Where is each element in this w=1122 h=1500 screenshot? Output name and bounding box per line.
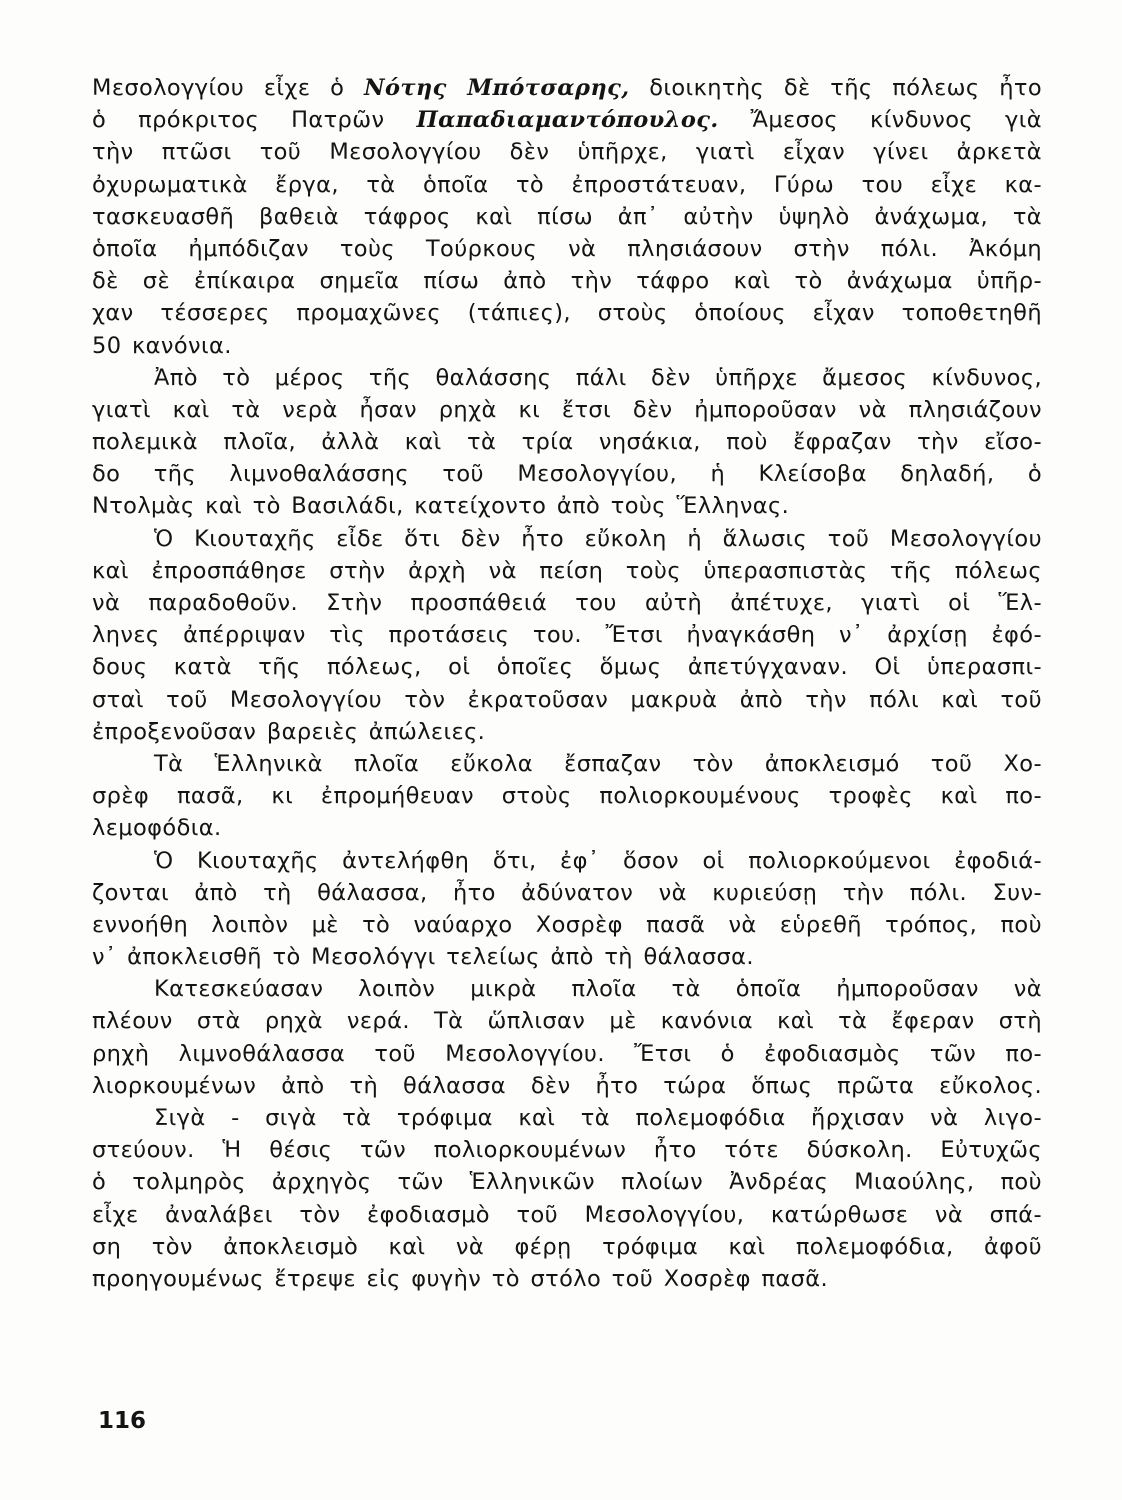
- text-fragment: σταὶ τοῦ Μεσολογγίου τὸν ἐκρατοῦσαν μακρυὰ ἀπὸ τὴν πόλι καὶ τοῦ: [92, 686, 1042, 713]
- text-line: [92, 490, 1042, 522]
- text-fragment: ρηχὴ λιμνοθάλασσα τοῦ Μεσολογγίου. Ἔτσι ὁ ἐφοδιασμὸς τῶν πο-: [92, 1040, 1042, 1067]
- text-fragment: στεύουν. Ἡ θέσις τῶν πολιορκουμένων ἦτο τότε δύσκολη. Εὐτυχῶς: [92, 1137, 1042, 1164]
- text-line: [92, 973, 1042, 1005]
- text-line: [92, 330, 1042, 362]
- text-line: [92, 1134, 1042, 1166]
- text-fragment: ση τὸν ἀποκλεισμὸ καὶ νὰ φέρῃ τρόφιμα καὶ πολεμοφόδια, ἀφοῦ: [92, 1233, 1042, 1260]
- text-line: [92, 297, 1042, 329]
- text-line: [92, 104, 1042, 136]
- text-fragment: δους κατὰ τῆς πόλεως, οἱ ὁποῖες ὅμως ἀπετύγχαναν. Οἱ ὑπερασπι-: [92, 654, 1042, 681]
- text-fragment: ὀχυρωματικὰ ἔργα, τὰ ὁποῖα τὸ ἐπροστάτευαν, Γύρω του εἶχε κα-: [92, 171, 1042, 198]
- body-text: [92, 72, 1042, 1295]
- text-fragment: ζονται ἀπὸ τὴ θάλασσα, ἦτο ἀδύνατον νὰ κυριεύσῃ τὴν πόλι. Συν-: [92, 879, 1042, 906]
- text-line: [92, 265, 1042, 297]
- text-line: [92, 684, 1042, 716]
- text-line: [92, 233, 1042, 265]
- text-line: [92, 619, 1042, 651]
- text-line: [92, 877, 1042, 909]
- text-line: [92, 394, 1042, 426]
- text-line: [92, 651, 1042, 683]
- text-fragment: Ὁ Κιουταχῆς εἶδε ὅτι δὲν ἦτο εὔκολη ἡ ἅλωσις τοῦ Μεσολογγίου: [154, 525, 1042, 552]
- text-fragment: 50 κανόνια.: [92, 332, 232, 359]
- text-fragment: Τὰ Ἑλληνικὰ πλοῖα εὔκολα ἔσπαζαν τὸν ἀποκλεισμό τοῦ Χο-: [154, 750, 1042, 777]
- text-line: [92, 362, 1042, 394]
- text-fragment: Ὁ Κιουταχῆς ἀντελήφθη ὅτι, ἐφ᾽ ὅσον οἱ πολιορκούμενοι ἐφοδιά-: [154, 847, 1042, 874]
- text-line: [92, 201, 1042, 233]
- text-line: [92, 587, 1042, 619]
- text-fragment: καὶ ἐπροσπάθησε στὴν ἀρχὴ νὰ πείση τοὺς ὑπερασπιστὰς τῆς πόλεως: [92, 557, 1042, 584]
- text-line: [92, 1038, 1042, 1070]
- text-fragment: δὲ σὲ ἐπίκαιρα σημεῖα πίσω ἀπὸ τὴν τάφρο καὶ τὸ ἀνάχωμα ὑπῆρ-: [92, 268, 1042, 295]
- text-fragment: ληνες ἀπέρριψαν τὶς προτάσεις του. Ἔτσι ἠναγκάσθη ν᾽ ἀρχίσῃ ἐφό-: [92, 622, 1042, 649]
- text-line: [92, 716, 1042, 748]
- text-fragment: ὁ πρόκριτος Πατρῶν: [92, 107, 417, 134]
- text-line: [92, 1102, 1042, 1134]
- text-fragment: χαν τέσσερες προμαχῶνες (τάπιες), στοὺς ὁποίους εἶχαν τοποθετηθῆ: [92, 300, 1042, 327]
- text-fragment: Ἄμεσος κίνδυνος γιὰ: [718, 107, 1042, 134]
- text-line: [92, 72, 1042, 104]
- text-fragment: διοικητὴς δὲ τῆς πόλεως ἦτο: [629, 75, 1042, 101]
- text-line: [92, 555, 1042, 587]
- text-fragment: Κατεσκεύασαν λοιπὸν μικρὰ πλοῖα τὰ ὁποῖα ἠμποροῦσαν νὰ: [154, 976, 1042, 1003]
- text-line: [92, 1231, 1042, 1263]
- text-fragment: εννοήθη λοιπὸν μὲ τὸ ναύαρχο Χοσρὲφ πασᾶ νὰ εὑρεθῆ τρόπος, ποὺ: [92, 911, 1042, 938]
- text-fragment: ὁποῖα ἠμπόδιζαν τοὺς Τούρκους νὰ πλησιάσουν στὴν πόλι. Ἀκόμη: [92, 235, 1042, 262]
- text-fragment: Μεσολογγίου εἶχε ὁ: [92, 75, 365, 101]
- text-line: [92, 812, 1042, 844]
- text-line: [92, 748, 1042, 780]
- text-fragment: προηγουμένως ἔτρεψε εἰς φυγὴν τὸ στόλο τοῦ Χοσρὲφ πασᾶ.: [92, 1265, 829, 1292]
- text-line: [92, 1263, 1042, 1295]
- text-fragment: ὁ τολμηρὸς ἀρχηγὸς τῶν Ἑλληνικῶν πλοίων Ἀνδρέας Μιαούλης, ποὺ: [92, 1169, 1042, 1196]
- text-fragment: Ντολμὰς καὶ τὸ Βασιλάδι, κατείχοντο ἀπὸ τοὺς Ἕλληνας.: [92, 493, 790, 520]
- text-line: [92, 458, 1042, 490]
- text-line: [92, 909, 1042, 941]
- text-fragment: σρὲφ πασᾶ, κι ἐπρομήθευαν στοὺς πολιορκουμένους τροφὲς καὶ πο-: [92, 783, 1042, 810]
- person-name: Νότης Μπότσαρης,: [364, 75, 630, 101]
- text-fragment: ν᾽ ἀποκλεισθῆ τὸ Μεσολόγγι τελείως ἀπὸ τὴ θάλασσα.: [92, 944, 754, 971]
- text-fragment: γιατὶ καὶ τὰ νερὰ ἦσαν ρηχὰ κι ἔτσι δὲν ἠμποροῦσαν νὰ πλησιάζουν: [92, 396, 1042, 423]
- text-line: [92, 780, 1042, 812]
- text-fragment: νὰ παραδοθοῦν. Στὴν προσπάθειά του αὐτὴ ἀπέτυχε, γιατὶ οἱ Ἕλ-: [92, 590, 1042, 616]
- text-line: [92, 1166, 1042, 1198]
- text-fragment: εἶχε ἀναλάβει τὸν ἐφοδιασμὸ τοῦ Μεσολογγίου, κατώρθωσε νὰ σπά-: [92, 1201, 1042, 1228]
- text-line: [92, 169, 1042, 201]
- person-name: Παπαδιαμαντόπουλος.: [416, 107, 719, 134]
- text-line: [92, 1070, 1042, 1102]
- text-fragment: λεμοφόδια.: [92, 815, 222, 842]
- text-fragment: πλέουν στὰ ρηχὰ νερά. Τὰ ὥπλισαν μὲ κανόνια καὶ τὰ ἔφεραν στὴ: [92, 1008, 1042, 1035]
- text-fragment: ἐπροξενοῦσαν βαρειὲς ἀπώλειες.: [92, 718, 486, 745]
- text-line: [92, 426, 1042, 458]
- text-line: [92, 1005, 1042, 1037]
- text-line: [92, 941, 1042, 973]
- text-line: [92, 845, 1042, 877]
- text-fragment: Σιγὰ - σιγὰ τὰ τρόφιμα καὶ τὰ πολεμοφόδια ἤρχισαν νὰ λιγο-: [154, 1105, 1042, 1131]
- text-fragment: πολεμικὰ πλοῖα, ἀλλὰ καὶ τὰ τρία νησάκια, ποὺ ἔφραζαν τὴν εἴσο-: [92, 429, 1042, 456]
- text-fragment: τασκευασθῆ βαθειὰ τάφρος καὶ πίσω ἀπ᾽ αὐτὴν ὑψηλὸ ἀνάχωμα, τὰ: [92, 203, 1042, 230]
- text-fragment: τὴν πτῶσι τοῦ Μεσολογγίου δὲν ὑπῆρχε, γιατὶ εἶχαν γίνει ἀρκετὰ: [92, 139, 1042, 166]
- text-fragment: δο τῆς λιμνοθαλάσσης τοῦ Μεσολογγίου, ἡ Κλείσοβα δηλαδή, ὁ: [92, 461, 1042, 488]
- text-line: [92, 136, 1042, 168]
- page-number: 116: [98, 1408, 147, 1434]
- text-line: [92, 1199, 1042, 1231]
- text-fragment: Ἀπὸ τὸ μέρος τῆς θαλάσσης πάλι δὲν ὑπῆρχε ἄμεσος κίνδυνος,: [154, 364, 1042, 391]
- text-fragment: λιορκουμένων ἀπὸ τὴ θάλασσα δὲν ἦτο τώρα ὅπως πρῶτα εὔκολος.: [92, 1072, 1042, 1099]
- text-line: [92, 523, 1042, 555]
